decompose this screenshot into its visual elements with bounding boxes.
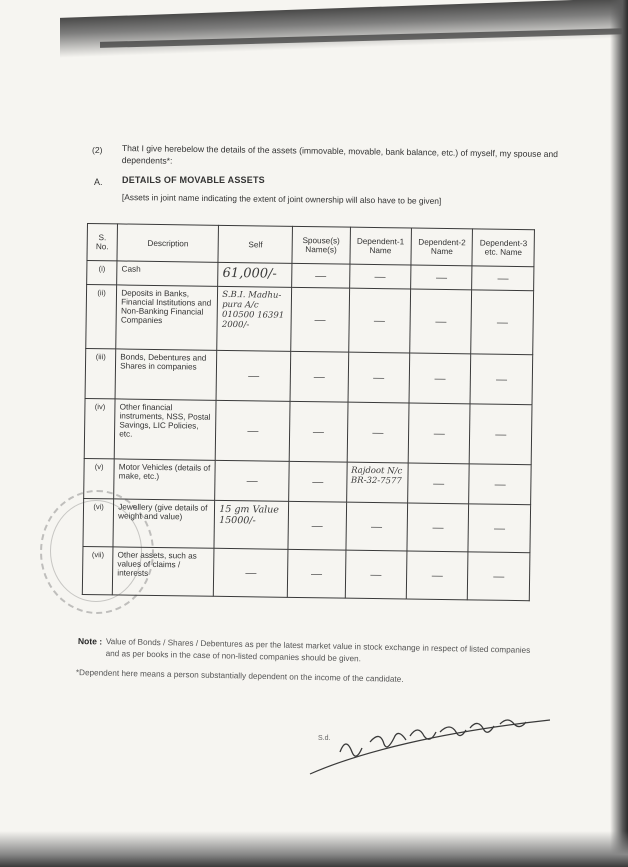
row-number: (vi) bbox=[83, 498, 114, 546]
table-row bbox=[83, 498, 531, 552]
section-letter: A. bbox=[94, 177, 103, 187]
scan-edge-top bbox=[60, 0, 628, 58]
row-dependent-1-value: — bbox=[345, 502, 407, 551]
row-dependent-1-value: — bbox=[348, 288, 410, 353]
row-dependent-3-value: — bbox=[468, 504, 530, 553]
handwritten-signature bbox=[300, 712, 560, 782]
header-sno: S. No. bbox=[87, 224, 118, 261]
row-description: Jewellery (give details of weight and value) bbox=[113, 499, 215, 548]
table-header-row bbox=[87, 224, 534, 267]
row-description: Bonds, Debentures and Shares in companies bbox=[115, 349, 217, 400]
row-dependent-1-value: — bbox=[348, 352, 410, 403]
row-description: Deposits in Banks, Financial Institutions and Non-Banking Financial Companies bbox=[116, 285, 218, 350]
row-number: (v) bbox=[84, 458, 115, 498]
row-number: (iv) bbox=[84, 398, 115, 458]
header-description: Description bbox=[117, 224, 219, 262]
header-dependent-2: Dependent-2 Name bbox=[411, 228, 473, 266]
table-row bbox=[85, 348, 533, 404]
row-description: Motor Vehicles (details of make, etc.) bbox=[114, 459, 216, 500]
row-spouse-value: — bbox=[292, 263, 350, 288]
table-row bbox=[84, 398, 532, 464]
row-dependent-1-value: — bbox=[349, 264, 411, 289]
row-spouse-value: — bbox=[290, 351, 348, 402]
header-dependent-3: Dependent-3 etc. Name bbox=[472, 229, 534, 267]
note-text: Value of Bonds / Shares / Debentures as per the latest market value in stock exchange in respect of listed companies and as per books in the case of non-listed companies should be given. bbox=[105, 636, 531, 664]
row-number: (i) bbox=[87, 261, 118, 285]
row-spouse-value: — bbox=[289, 461, 347, 502]
row-dependent-2-value: — bbox=[407, 503, 469, 552]
header-spouse: Spouse(s) Name(s) bbox=[292, 226, 350, 264]
row-self-value: — bbox=[216, 350, 291, 401]
scan-edge-right bbox=[610, 0, 628, 867]
table-row bbox=[86, 285, 534, 355]
row-description: Other assets, such as values of claims / interests bbox=[113, 547, 215, 596]
row-dependent-2-value: — bbox=[406, 551, 468, 600]
row-self-value: 15 gm Value 15000/- bbox=[214, 500, 289, 549]
row-number: (iii) bbox=[85, 348, 116, 398]
table-row bbox=[84, 458, 532, 504]
row-dependent-2-value: — bbox=[408, 403, 470, 464]
row-spouse-value: — bbox=[289, 401, 347, 462]
row-self-value: — bbox=[215, 400, 290, 461]
row-dependent-3-value: — bbox=[468, 552, 530, 601]
row-spouse-value: — bbox=[291, 287, 349, 352]
row-self-value: — bbox=[215, 460, 290, 501]
row-dependent-2-value: — bbox=[409, 353, 471, 404]
header-self: Self bbox=[218, 225, 292, 263]
row-dependent-3-value: — bbox=[470, 354, 532, 405]
row-self-value: S.B.I. Madhu-pura A/c 010500 16391 2000/- bbox=[217, 286, 292, 351]
row-dependent-3-value: — bbox=[472, 266, 534, 291]
paragraph-text: That I give herebelow the details of the assets (immovable, movable, bank balance, etc.) of myself, my spouse and dependents*: bbox=[121, 142, 559, 166]
dependent-footnote: *Dependent here means a person substantially dependent on the income of the candidate. bbox=[75, 668, 404, 684]
signature-label: S.d. bbox=[318, 735, 331, 742]
row-dependent-1-value: — bbox=[345, 550, 407, 599]
row-number: (vii) bbox=[82, 546, 113, 594]
paragraph-number: (2) bbox=[92, 145, 103, 155]
header-dependent-1: Dependent-1 Name bbox=[349, 227, 411, 265]
row-dependent-2-value: — bbox=[410, 289, 472, 354]
row-self-value: 61,000/- bbox=[218, 262, 292, 287]
row-dependent-2-value: — bbox=[408, 463, 470, 504]
row-self-value: — bbox=[214, 548, 289, 597]
row-dependent-2-value: — bbox=[411, 265, 473, 290]
table-row bbox=[82, 546, 530, 600]
row-dependent-3-value: — bbox=[471, 290, 533, 355]
row-dependent-1-value: Rajdoot N/c BR-32-7577 bbox=[346, 462, 408, 503]
row-description: Cash bbox=[117, 261, 218, 286]
row-dependent-3-value: — bbox=[470, 404, 532, 465]
section-heading: DETAILS OF MOVABLE ASSETS bbox=[122, 175, 265, 185]
note-label: Note : bbox=[77, 636, 103, 647]
row-spouse-value: — bbox=[288, 501, 346, 550]
scan-edge-bottom bbox=[0, 831, 628, 867]
movable-assets-table bbox=[82, 223, 535, 601]
row-spouse-value: — bbox=[288, 549, 346, 598]
section-subheading: [Assets in joint name indicating the extent of joint ownership will also have to be given] bbox=[121, 191, 442, 206]
row-number: (ii) bbox=[86, 285, 117, 349]
row-description: Other financial instruments, NSS, Postal Savings, LIC Policies, etc. bbox=[114, 399, 216, 460]
row-dependent-1-value: — bbox=[347, 402, 409, 463]
row-dependent-3-value: — bbox=[469, 464, 531, 505]
